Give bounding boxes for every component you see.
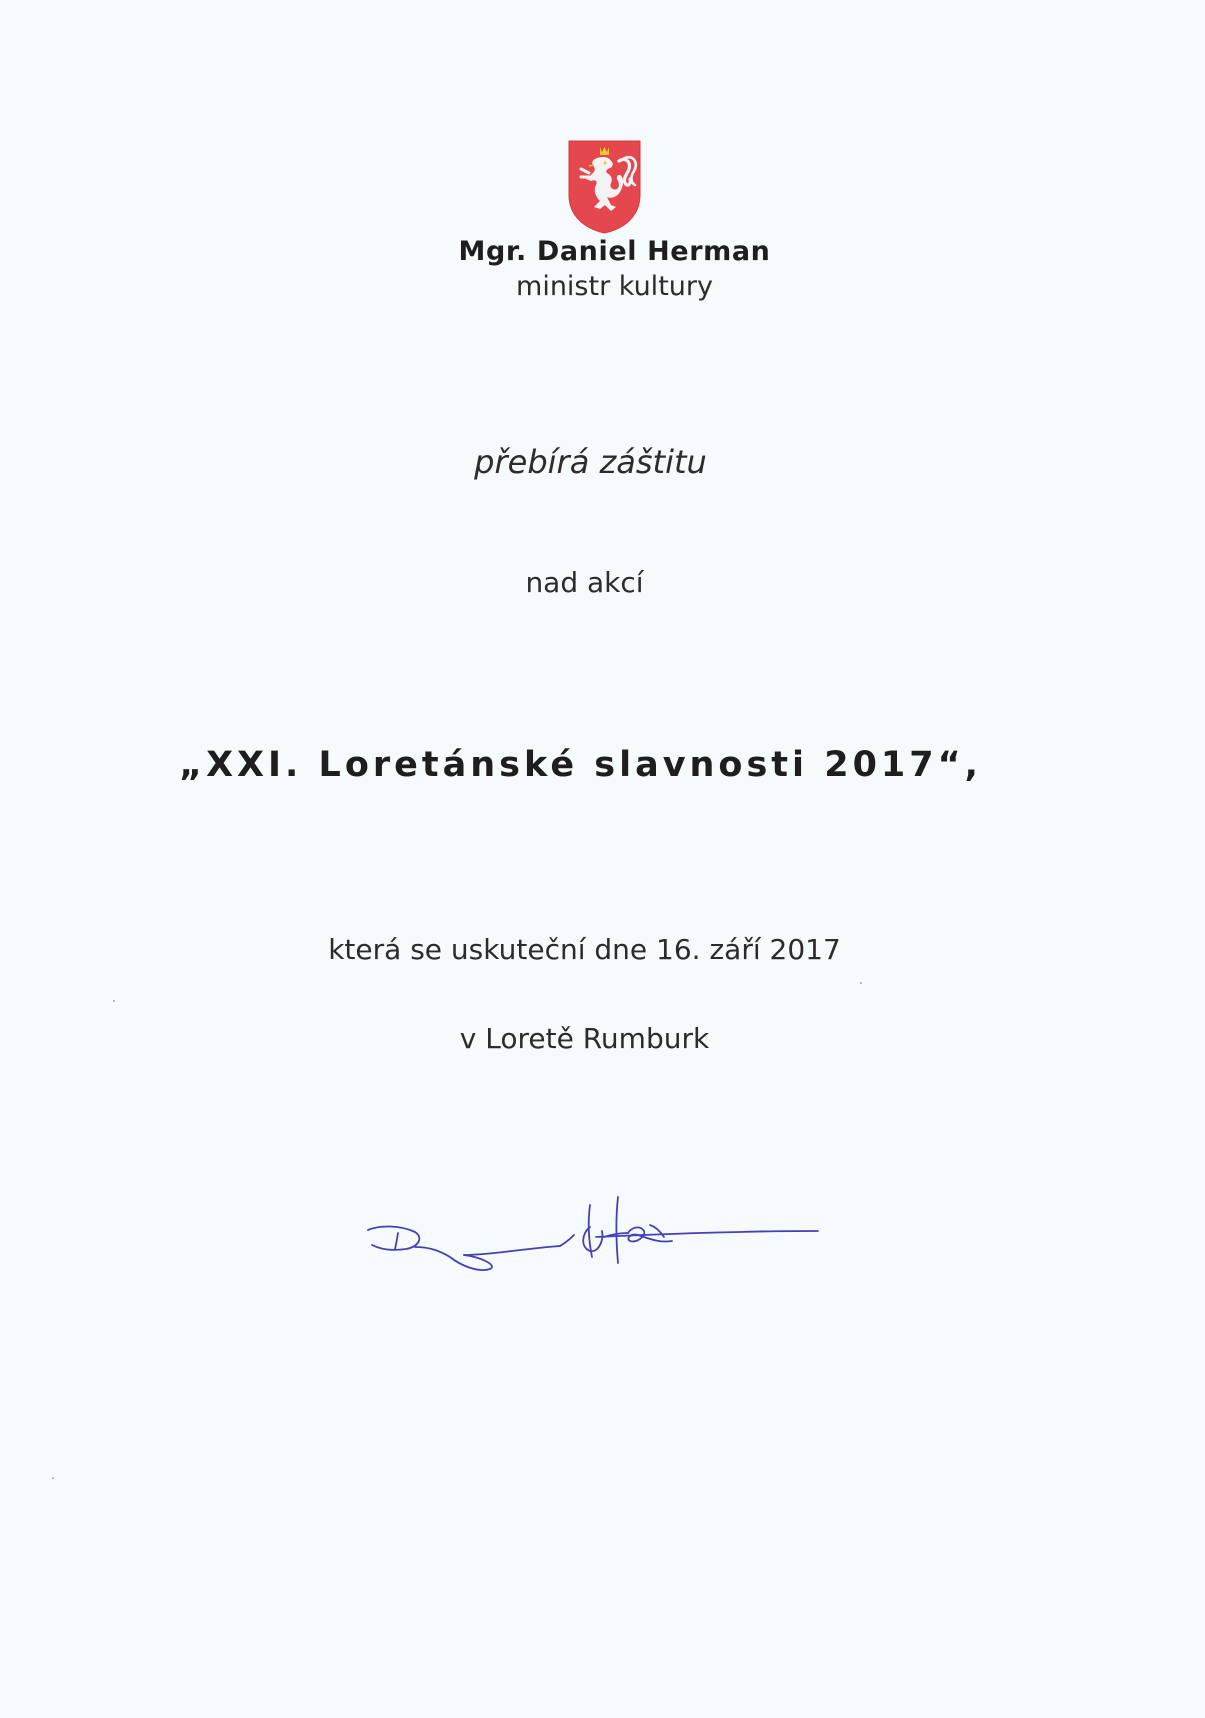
patronage-text: přebírá záštitu <box>474 443 707 481</box>
minister-title: ministr kultury <box>516 271 713 302</box>
scan-speck <box>860 982 862 984</box>
event-date-text: která se uskuteční dne 16. září 2017 <box>328 933 841 966</box>
minister-name: Mgr. Daniel Herman <box>458 236 771 267</box>
scan-speck <box>52 1477 54 1479</box>
handwritten-signature-icon <box>360 1185 830 1305</box>
czech-lion-coat-of-arms-icon <box>567 139 642 235</box>
event-place-text: v Loretě Rumburk <box>459 1022 710 1055</box>
event-intro-text: nad akcí <box>525 566 644 599</box>
scan-speck <box>113 1000 115 1002</box>
event-title: „XXI. Loretánské slavnosti 2017“, <box>179 745 982 785</box>
